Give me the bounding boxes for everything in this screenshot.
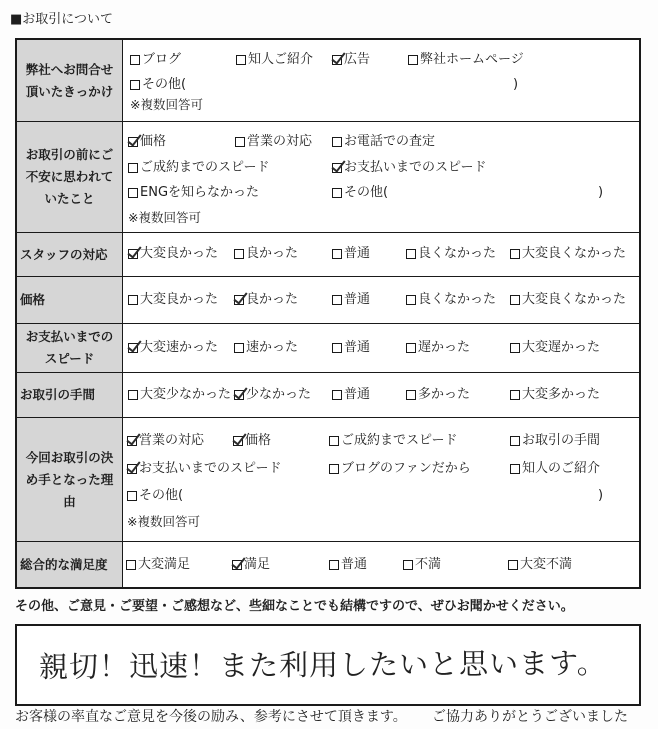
checkbox bbox=[510, 249, 520, 259]
checkbox bbox=[127, 491, 137, 501]
question-header bbox=[17, 324, 123, 372]
survey-table bbox=[15, 38, 641, 589]
option-good bbox=[234, 292, 298, 308]
option-label: 不満 bbox=[415, 557, 442, 572]
option-price bbox=[233, 433, 271, 449]
answer-options bbox=[123, 122, 639, 232]
option-label: ご成約までスピード bbox=[341, 433, 458, 448]
other-close-paren: ) bbox=[513, 77, 519, 92]
question-header-line: 不安に思われて bbox=[25, 169, 114, 184]
answer-options bbox=[123, 324, 639, 372]
option-label: 良かった bbox=[246, 292, 299, 307]
option-label: ご成約までのスピード bbox=[140, 160, 270, 175]
multiple-answers-note: ※複数回答可 bbox=[130, 97, 203, 112]
checkbox bbox=[408, 55, 418, 65]
checkbox bbox=[234, 343, 244, 353]
footer-thanks: ご協力ありがとうございました bbox=[432, 709, 628, 725]
option-average bbox=[332, 246, 370, 262]
checkbox bbox=[234, 390, 244, 400]
option-label: ブログ bbox=[142, 52, 182, 67]
option-good bbox=[234, 246, 298, 262]
option-sales-response bbox=[127, 433, 204, 449]
comments-prompt: その他、ご意見・ご要望・ご感想など、些細なことでも結構ですので、ぜひお聞かせください。 bbox=[15, 599, 574, 614]
option-blog-fan bbox=[329, 461, 471, 477]
checkbox bbox=[329, 560, 339, 570]
option-label: その他( bbox=[142, 77, 187, 92]
question-header bbox=[17, 40, 123, 121]
option-label: ブログのファンだから bbox=[341, 461, 471, 476]
option-label: 大変遅かった bbox=[522, 340, 601, 355]
option-not-good bbox=[406, 292, 496, 308]
option-label: 普通 bbox=[344, 387, 371, 402]
checkbox bbox=[236, 55, 246, 65]
answer-options bbox=[123, 233, 639, 276]
checkbox bbox=[332, 137, 342, 147]
checkbox bbox=[332, 343, 342, 353]
option-label: 遅かった bbox=[418, 340, 471, 355]
checkbox bbox=[233, 436, 243, 446]
option-label: 広告 bbox=[344, 52, 371, 67]
option-referral bbox=[510, 461, 600, 477]
option-company-website bbox=[408, 52, 524, 68]
checkbox bbox=[332, 55, 342, 65]
option-label: 良かった bbox=[246, 246, 299, 261]
checkbox bbox=[332, 295, 342, 305]
option-very-little bbox=[128, 387, 231, 403]
option-label: 大変良かった bbox=[140, 246, 219, 261]
handwritten-comment: 親切！迅速！また利用したいと思います。 bbox=[38, 646, 607, 684]
checkbox bbox=[126, 560, 136, 570]
option-label: 大変少なかった bbox=[140, 387, 232, 402]
option-label: その他( bbox=[139, 488, 184, 503]
checkbox bbox=[329, 464, 339, 474]
option-label: お取引の手間 bbox=[522, 433, 601, 448]
checkbox bbox=[510, 464, 520, 474]
checkbox bbox=[127, 436, 137, 446]
option-very-bad bbox=[510, 246, 626, 262]
option-referral bbox=[236, 52, 313, 68]
option-dissatisfied bbox=[403, 557, 441, 573]
option-transaction-effort bbox=[510, 433, 600, 449]
checkbox bbox=[130, 80, 140, 90]
question-header-text bbox=[26, 59, 114, 103]
option-very-dissatisfied bbox=[508, 557, 572, 573]
question-header bbox=[17, 277, 123, 323]
question-header bbox=[17, 233, 123, 276]
option-label: 大変満足 bbox=[138, 557, 191, 572]
option-very-slow bbox=[510, 340, 600, 356]
option-phone-appraisal bbox=[332, 134, 435, 150]
question-header-text bbox=[26, 326, 114, 370]
question-row-payment-speed bbox=[17, 324, 639, 373]
checkbox bbox=[510, 295, 520, 305]
question-header-line: 頂いたきっかけ bbox=[25, 83, 114, 99]
option-very-fast bbox=[128, 340, 218, 356]
checkbox bbox=[127, 464, 137, 474]
question-header bbox=[17, 542, 123, 587]
checkbox bbox=[332, 163, 342, 173]
option-label: 普通 bbox=[341, 557, 368, 572]
question-header-line: お支払いまでの bbox=[25, 329, 114, 344]
checkbox bbox=[406, 343, 416, 353]
question-header-text bbox=[26, 447, 114, 513]
option-very-good bbox=[128, 246, 218, 262]
option-blog bbox=[130, 52, 181, 68]
option-label: 大変不満 bbox=[520, 557, 573, 572]
option-sales-response bbox=[235, 134, 312, 150]
checkbox bbox=[128, 390, 138, 400]
multiple-answers-note: ※複数回答可 bbox=[127, 514, 200, 529]
answer-options bbox=[123, 542, 639, 587]
option-label: 速かった bbox=[246, 340, 299, 355]
checkbox bbox=[128, 343, 138, 353]
option-label: 大変速かった bbox=[140, 340, 219, 355]
question-row-staff-response bbox=[17, 233, 639, 277]
option-label: 大変良くなかった bbox=[522, 246, 627, 261]
question-header-line: 弊社へお問合せ bbox=[25, 61, 114, 77]
answer-options bbox=[123, 40, 639, 121]
option-unfamiliar-with-eng bbox=[128, 185, 259, 201]
option-label: 満足 bbox=[244, 557, 271, 572]
question-header-line: 由 bbox=[63, 493, 76, 509]
checkbox bbox=[332, 249, 342, 259]
option-label: 知人のご紹介 bbox=[522, 461, 601, 476]
multiple-answers-note: ※複数回答可 bbox=[128, 210, 201, 225]
option-very-good bbox=[128, 292, 218, 308]
question-header-line: スピード bbox=[44, 351, 95, 366]
question-header-line: お取引の手間 bbox=[20, 387, 96, 402]
question-row-effort bbox=[17, 373, 639, 418]
checkbox bbox=[406, 390, 416, 400]
question-header bbox=[17, 122, 123, 232]
option-label: お支払いまでのスピード bbox=[344, 160, 487, 175]
checkbox bbox=[234, 249, 244, 259]
checkbox bbox=[406, 295, 416, 305]
option-label: 少なかった bbox=[246, 387, 312, 402]
option-slow bbox=[406, 340, 470, 356]
option-label: 良くなかった bbox=[418, 246, 497, 261]
question-row-overall-satisfaction bbox=[17, 542, 639, 587]
option-contract-speed bbox=[128, 160, 269, 176]
option-payment-speed bbox=[332, 160, 486, 176]
checkbox bbox=[128, 249, 138, 259]
footer-message: お客様の率直なご意見を今後の励み、参考にさせて頂きます。 bbox=[15, 709, 407, 725]
checkbox bbox=[128, 295, 138, 305]
option-other bbox=[127, 488, 183, 504]
option-very-much bbox=[510, 387, 600, 403]
section-title: ■お取引について bbox=[10, 12, 114, 27]
option-label: 大変多かった bbox=[522, 387, 601, 402]
question-row-inquiry-trigger bbox=[17, 40, 639, 122]
option-label: 大変良かった bbox=[140, 292, 219, 307]
checkbox bbox=[332, 188, 342, 198]
other-close-paren: ) bbox=[598, 488, 604, 503]
checkbox bbox=[510, 343, 520, 353]
option-fast bbox=[234, 340, 298, 356]
checkbox bbox=[232, 560, 242, 570]
question-header bbox=[17, 373, 123, 417]
option-contract-speed bbox=[329, 433, 457, 449]
question-header-text bbox=[26, 144, 114, 210]
answer-options bbox=[123, 418, 639, 541]
checkbox bbox=[332, 390, 342, 400]
question-header-line: 今回お取引の決 bbox=[25, 449, 114, 465]
option-label: 営業の対応 bbox=[247, 134, 313, 149]
option-label: お電話での査定 bbox=[344, 134, 436, 149]
option-other bbox=[332, 185, 388, 201]
option-satisfied bbox=[232, 557, 270, 573]
question-row-concerns bbox=[17, 122, 639, 233]
checkbox bbox=[406, 249, 416, 259]
question-row-deciding-factor bbox=[17, 418, 639, 542]
option-label: ENGを知らなかった bbox=[140, 185, 260, 200]
option-label: 価格 bbox=[140, 134, 167, 149]
checkbox bbox=[510, 390, 520, 400]
question-header-line: 価格 bbox=[20, 292, 46, 307]
option-label: その他( bbox=[344, 185, 389, 200]
checkbox bbox=[128, 163, 138, 173]
option-label: 普通 bbox=[344, 340, 371, 355]
comment-box bbox=[15, 624, 641, 706]
option-little bbox=[234, 387, 311, 403]
checkbox bbox=[128, 188, 138, 198]
option-not-good bbox=[406, 246, 496, 262]
answer-options bbox=[123, 277, 639, 323]
option-label: 良くなかった bbox=[418, 292, 497, 307]
question-header-line: 総合的な満足度 bbox=[20, 556, 108, 572]
option-label: お支払いまでのスピード bbox=[139, 461, 282, 476]
option-label: 大変良くなかった bbox=[522, 292, 627, 307]
question-header-line: スタッフの対応 bbox=[20, 246, 108, 262]
checkbox bbox=[128, 137, 138, 147]
option-average bbox=[332, 340, 370, 356]
other-close-paren: ) bbox=[598, 185, 604, 200]
question-header-line: め手となった理 bbox=[25, 471, 114, 487]
option-label: 知人ご紹介 bbox=[248, 52, 314, 67]
checkbox bbox=[235, 137, 245, 147]
option-label: 多かった bbox=[418, 387, 471, 402]
checkbox bbox=[329, 436, 339, 446]
option-label: 普通 bbox=[344, 292, 371, 307]
question-row-price bbox=[17, 277, 639, 324]
option-payment-speed bbox=[127, 461, 281, 477]
checkbox bbox=[130, 55, 140, 65]
option-advertisement bbox=[332, 52, 370, 68]
option-average bbox=[329, 557, 367, 573]
option-average bbox=[332, 387, 370, 403]
option-label: 価格 bbox=[245, 433, 272, 448]
option-other bbox=[130, 77, 186, 93]
option-label: 営業の対応 bbox=[139, 433, 205, 448]
option-price bbox=[128, 134, 166, 150]
checkbox bbox=[508, 560, 518, 570]
question-header bbox=[17, 418, 123, 541]
option-much bbox=[406, 387, 470, 403]
checkbox bbox=[510, 436, 520, 446]
question-header-line: いたこと bbox=[44, 191, 95, 206]
checkbox bbox=[403, 560, 413, 570]
option-label: 普通 bbox=[344, 246, 371, 261]
option-label: 弊社ホームページ bbox=[420, 52, 524, 67]
question-header-line: お取引の前にご bbox=[25, 147, 114, 162]
checkbox bbox=[234, 295, 244, 305]
option-very-bad bbox=[510, 292, 626, 308]
answer-options bbox=[123, 373, 639, 417]
option-average bbox=[332, 292, 370, 308]
option-very-satisfied bbox=[126, 557, 190, 573]
